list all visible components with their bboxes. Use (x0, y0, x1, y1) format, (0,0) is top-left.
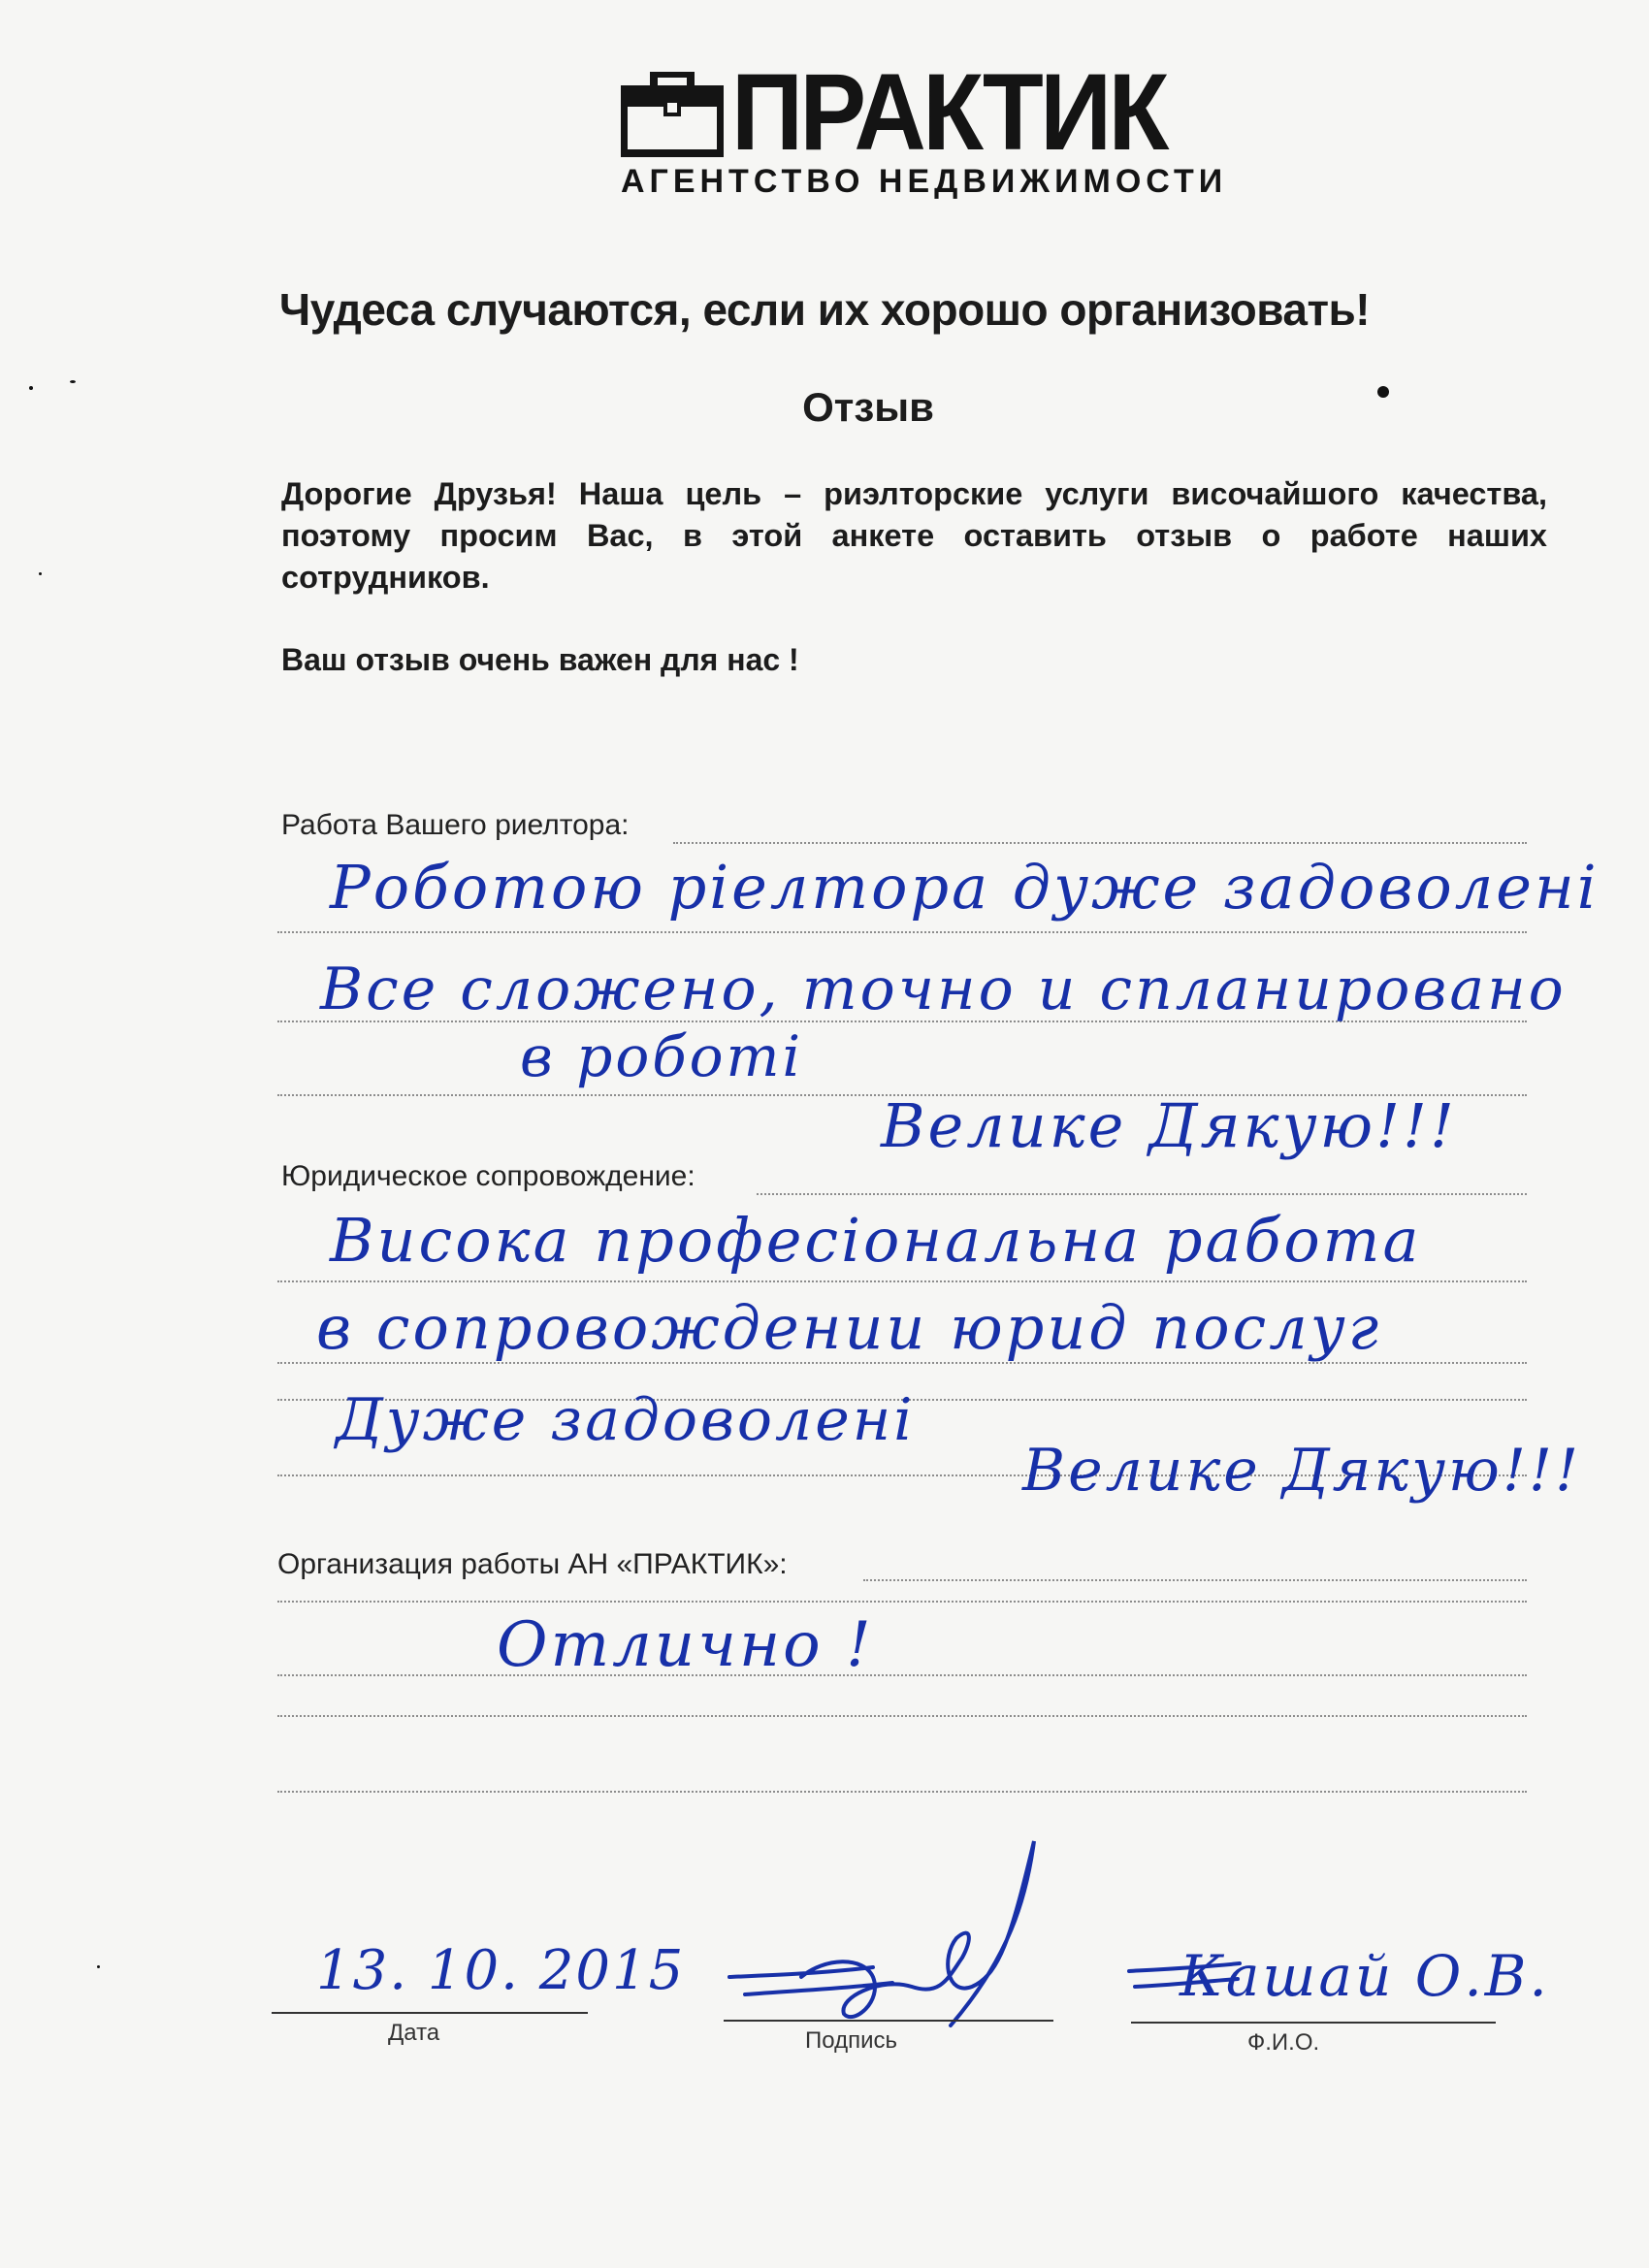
date-value[interactable]: 13. 10. 2015 (316, 1939, 686, 2002)
name-label: Ф.И.О. (1247, 2029, 1320, 2056)
page-title: Отзыв (802, 384, 934, 430)
dotted-line (277, 1791, 1527, 1793)
date-label: Дата (388, 2020, 440, 2046)
section-label-legal: Юридическое сопровождение: (281, 1160, 695, 1192)
handwritten-answer-line[interactable]: Висока професiональна работа (330, 1205, 1422, 1276)
brand-subtitle: АГЕНТСТВО НЕДВИЖИМОСТИ (621, 163, 1228, 200)
intro-text: Дорогие Друзья! Наша цель – риэлторские услуги височайшого качества, поэтому просим Вас, в этой анкете оставить отзыв о работе наших сотрудников. (281, 476, 1547, 595)
section-label-realtor: Работа Вашего риелтора: (281, 809, 630, 841)
brand-name: ПРАКТИК (731, 51, 1166, 173)
scan-speck (29, 386, 33, 390)
handwritten-answer-line[interactable]: Дуже задоволенi (336, 1386, 916, 1454)
handwritten-answer-line[interactable]: Велике Дякую!!! (881, 1090, 1457, 1161)
scan-speck (1377, 386, 1389, 398)
handwritten-answer-line[interactable]: Отлично ! (497, 1609, 874, 1681)
name-flourish (1125, 1921, 1242, 2008)
handwritten-answer-line[interactable]: Велике Дякую!!! (1022, 1437, 1582, 1505)
dotted-line (757, 1193, 1527, 1195)
briefcase-icon (621, 72, 724, 157)
handwritten-answer-line[interactable]: в сопровождении юрид послуг (316, 1292, 1382, 1363)
dotted-line (277, 1280, 1527, 1282)
scan-speck (97, 1965, 100, 1968)
date-line (272, 2012, 588, 2014)
slogan: Чудеса случаются, если их хорошо организовать! (278, 284, 1371, 335)
importance-note: Ваш отзыв очень важен для нас ! (281, 642, 799, 677)
dotted-line (863, 1579, 1527, 1581)
handwritten-answer-line[interactable]: в роботi (520, 1023, 804, 1089)
name-value[interactable]: Кашай О.В. (1180, 1943, 1550, 2009)
dotted-line (277, 931, 1527, 933)
handwritten-answer-line[interactable]: Роботою рiелтора дуже задоволенi (330, 852, 1600, 923)
section-label-organization: Организация работы АН «ПРАКТИК»: (277, 1548, 788, 1580)
name-line (1131, 2022, 1496, 2024)
dotted-line (673, 842, 1527, 844)
agency-logo (617, 51, 1228, 200)
dotted-line (277, 1715, 1527, 1717)
handwritten-answer-line[interactable]: Все сложено, точно и спланировано (320, 956, 1567, 1023)
dotted-line (277, 1674, 1527, 1676)
dotted-line (277, 1601, 1527, 1603)
scan-speck (70, 380, 76, 383)
scan-speck (39, 572, 42, 575)
signature-line (724, 2020, 1053, 2022)
signature-label: Подпись (805, 2027, 897, 2054)
